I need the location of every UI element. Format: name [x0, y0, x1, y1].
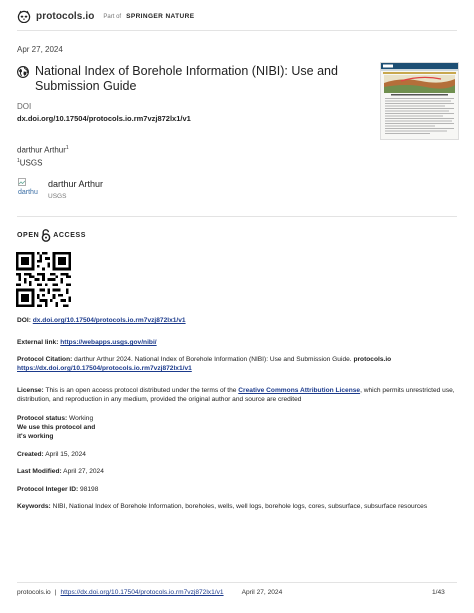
license-link[interactable]: Creative Commons Attribution License — [238, 387, 361, 394]
author-line — [17, 145, 69, 155]
keywords-value: NIBI, National Index of Borehole Information, boreholes, wells, well logs, borehole logs, cores, subsurface, subsurface resources — [52, 503, 428, 510]
created-row — [17, 450, 457, 459]
created-label: Created: — [17, 451, 44, 458]
protocol-thumbnail[interactable] — [380, 62, 459, 140]
open-access-right: ACCESS — [53, 232, 87, 239]
section-divider — [17, 216, 457, 217]
citation-text: darthur Arthur 2024. National Index of Borehole Information (NIBI): Use and Submission Guide. — [74, 356, 352, 363]
doi-value[interactable]: dx.doi.org/10.17504/protocols.io.rm7vzj872lx1/v1 — [17, 114, 191, 123]
author-card-name[interactable]: darthur Arthur — [48, 179, 104, 189]
open-access-left: OPEN — [17, 232, 40, 239]
footer-url[interactable]: https://dx.doi.org/10.17504/protocols.io.rm7vzj872lx1/v1 — [60, 589, 224, 596]
footer-separator: | — [54, 589, 57, 596]
citation-row — [17, 355, 457, 373]
license-label: License: — [17, 387, 44, 394]
external-link-label: External link: — [17, 339, 59, 346]
brand-name: protocols.io — [36, 11, 95, 22]
author-superscript: 1 — [65, 145, 69, 151]
integer-id-row — [17, 485, 457, 494]
page-number: 1/43 — [432, 589, 445, 596]
avatar-alt-text: darthu — [18, 189, 38, 196]
license-row — [17, 386, 457, 404]
external-link-row — [17, 338, 457, 347]
avatar[interactable] — [18, 178, 40, 202]
created-value: April 15, 2024 — [45, 451, 86, 458]
doi-link[interactable]: dx.doi.org/10.17504/protocols.io.rm7vzj872lx1/v1 — [32, 317, 186, 324]
open-access-badge — [17, 229, 86, 242]
protocols-logo-icon — [17, 10, 31, 23]
modified-label: Last Modified: — [17, 468, 62, 475]
author-card-org: USGS — [48, 193, 67, 200]
integer-id-label: Protocol Integer ID: — [17, 486, 79, 493]
citation-site: protocols.io — [353, 356, 392, 363]
affiliation-line — [17, 158, 42, 168]
footer-site: protocols.io — [17, 589, 51, 596]
title-block — [17, 64, 357, 94]
keywords-label: Keywords: — [17, 503, 51, 510]
doi-row — [17, 316, 457, 325]
qr-code — [16, 252, 71, 307]
affiliation-superscript: 1 — [17, 158, 20, 164]
affiliation-name: USGS — [19, 158, 43, 168]
page-footer — [17, 589, 282, 596]
globe-icon — [17, 66, 29, 78]
modified-row — [17, 467, 457, 476]
external-link[interactable]: https://webapps.usgs.gov/nibi/ — [60, 339, 157, 346]
publisher-name: SPRINGER NATURE — [126, 13, 195, 20]
footer-divider — [17, 582, 457, 583]
license-text-2: , which permits unrestricted use, distribution, and reproduction in any medium, provided the original author and source are credited — [17, 387, 455, 403]
status-row — [17, 414, 457, 441]
header-divider — [17, 30, 457, 31]
license-text-1: This is an open access protocol distributed under the terms of the — [45, 387, 237, 394]
status-note: We use this protocol and it's working — [17, 424, 96, 440]
modified-value: April 27, 2024 — [63, 468, 104, 475]
publication-date: Apr 27, 2024 — [17, 45, 63, 54]
keywords-row — [17, 502, 457, 511]
footer-date: April 27, 2024 — [241, 589, 283, 596]
site-header — [17, 10, 194, 23]
doi-label: DOI — [17, 102, 32, 111]
citation-label: Protocol Citation: — [17, 356, 73, 363]
status-value: Working — [69, 415, 94, 422]
part-of-label: Part of — [103, 13, 122, 20]
open-lock-icon — [41, 229, 51, 242]
broken-image-icon — [18, 178, 26, 186]
doi-row-label: DOI: — [17, 317, 31, 324]
integer-id-value: 98198 — [80, 486, 99, 493]
status-label: Protocol status: — [17, 415, 68, 422]
thumbnail-image — [381, 63, 458, 139]
citation-link[interactable]: https://dx.doi.org/10.17504/protocols.io.rm7vzj872lx1/v1 — [17, 365, 192, 372]
page-title: National Index of Borehole Information (NIBI): Use and Submission Guide — [35, 64, 338, 93]
author-name[interactable]: darthur Arthur — [17, 145, 66, 155]
